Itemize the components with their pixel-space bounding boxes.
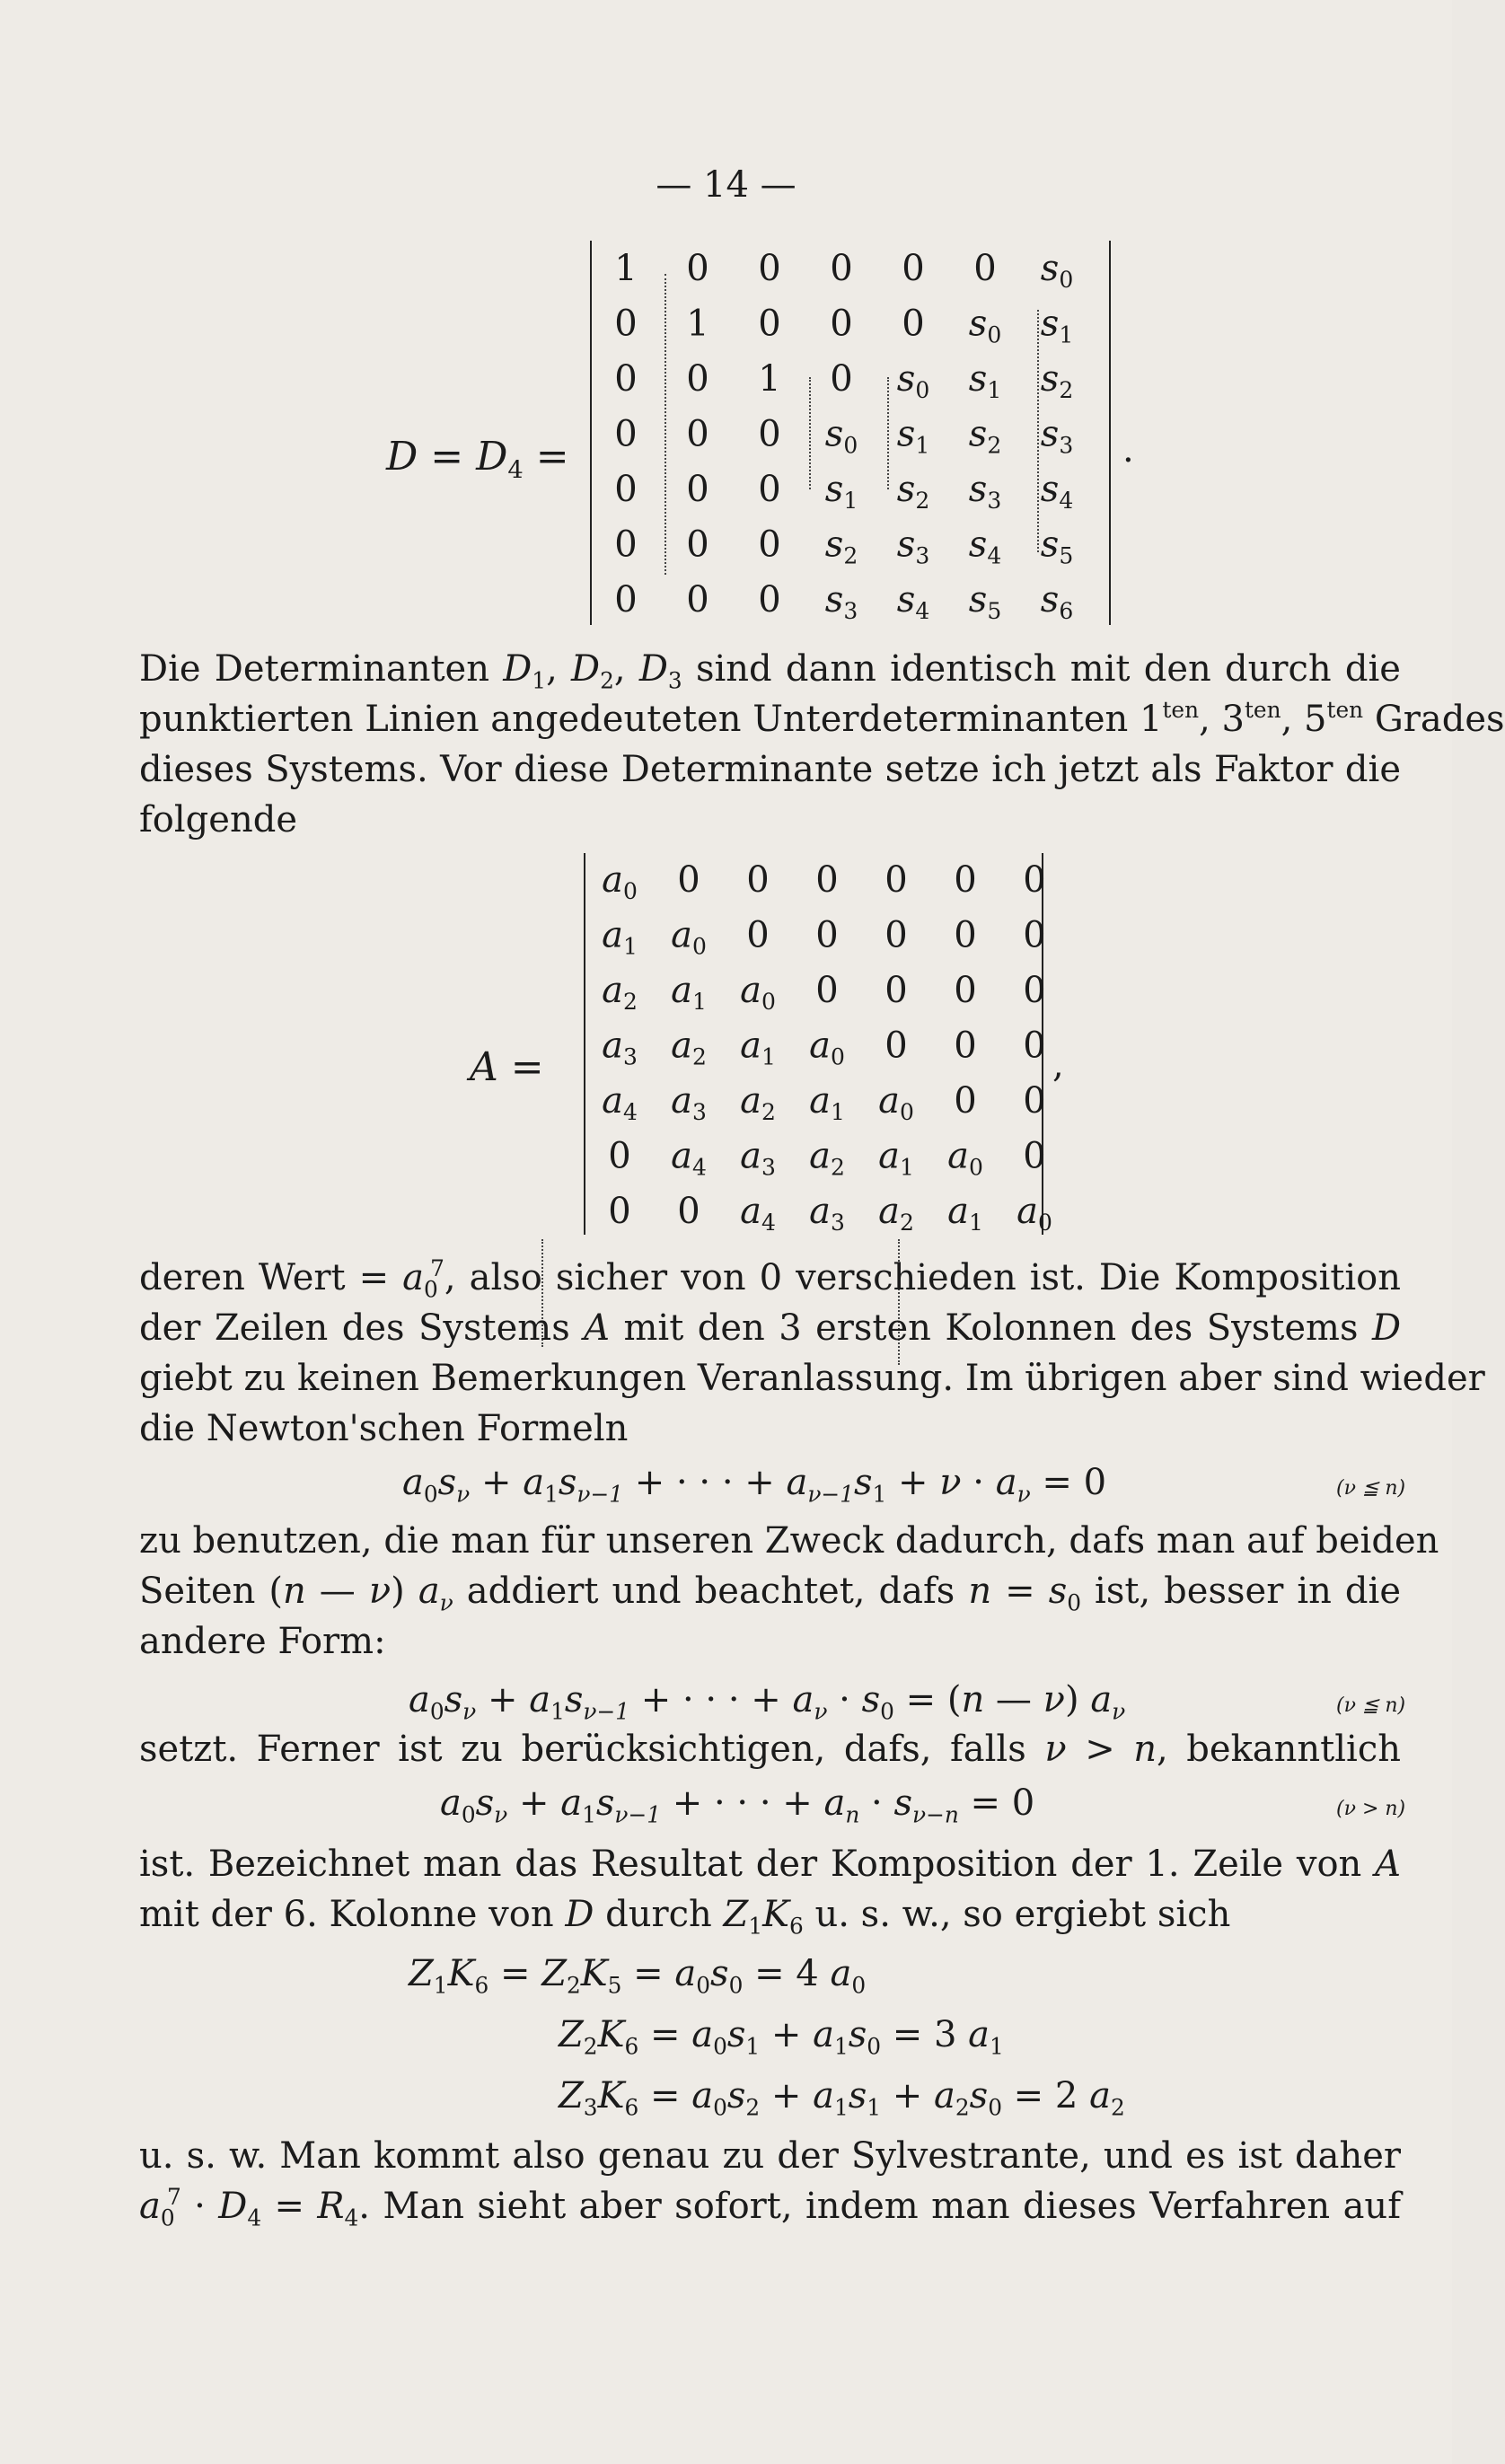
det-d-cell-r4c6: $s_4$ <box>1040 469 1074 514</box>
det-a-cell-r0c0: $a_0$ <box>602 859 638 904</box>
label-d4: D <box>476 434 508 480</box>
det-a-cell-r5c2: $a_3$ <box>740 1135 776 1181</box>
det-d-cell-r6c6: $s_6$ <box>1040 579 1074 624</box>
det-a-cell-r6c2: $a_4$ <box>740 1191 776 1236</box>
det-a-cell-r6c1: 0 <box>677 1191 700 1232</box>
formula-newton-2: $a_0s_\nu + a_1s_{\nu-1}$ + · · · + $a_\nu \cdot s_0 = (n$ — ν) $a_\nu$ <box>409 1679 1126 1725</box>
p1-line-3: dieses Systems. Vor diese Determinante setze ich jetzt als Faktor die <box>139 749 1401 790</box>
p6-line-1: u. s. w. Man kommt also genau zu der Sylvestrante, und es ist daher <box>139 2135 1401 2177</box>
p3-line-1: zu benutzen, die man für unseren Zweck dadurch, dafs man auf beiden <box>139 1520 1439 1562</box>
formula-3-condition: (ν > n) <box>1336 1798 1406 1820</box>
det-d-cell-r2c1: 0 <box>686 358 709 400</box>
label-d4-sub: 4 <box>507 456 524 485</box>
det-a-cell-r3c3: $a_0$ <box>809 1025 845 1070</box>
det-d-cell-r1c4: 0 <box>902 303 925 345</box>
det-a-cell-r6c4: $a_2$ <box>878 1191 914 1236</box>
det-d-cell-r0c3: 0 <box>830 248 853 289</box>
det-d-cell-r3c6: $s_3$ <box>1040 413 1074 459</box>
det-d-cell-r3c1: 0 <box>686 413 709 455</box>
det-a-cell-r0c1: 0 <box>677 859 700 901</box>
determinant-d-label: $D = D_4$ = <box>386 434 569 485</box>
det-a-cell-r0c4: 0 <box>885 859 908 901</box>
det-a-cell-r4c4: $a_0$ <box>878 1080 914 1125</box>
det-a-cell-r3c4: 0 <box>885 1025 908 1067</box>
det-a-cell-r6c0: 0 <box>608 1191 631 1232</box>
det-a-cell-r1c1: $a_0$ <box>671 914 707 960</box>
p2-line-4: die Newton'schen Formeln <box>139 1408 629 1449</box>
determinant-a-label: A = <box>470 1044 544 1090</box>
p1-line-2: punktierten Linien angedeuteten Unterdeterminanten $1^{ten}$, $3^{ten}$, $5^{ten}$ Grades <box>139 697 1505 740</box>
det-d-cell-r0c5: 0 <box>973 248 997 289</box>
det-d-cell-r2c2: 1 <box>758 358 781 400</box>
det-a-cell-r1c5: 0 <box>954 914 977 956</box>
p1-line-4: folgende <box>139 799 297 840</box>
det-a-cell-r6c5: $a_1$ <box>947 1191 983 1236</box>
det-d-cell-r4c3: $s_1$ <box>824 469 858 514</box>
det-a-cell-r3c1: $a_2$ <box>671 1025 707 1070</box>
det-d-cell-r1c0: 0 <box>614 303 638 345</box>
det-a-cell-r4c5: 0 <box>954 1080 977 1122</box>
det-d-cell-r5c4: $s_3$ <box>896 524 930 569</box>
det-a-cell-r5c3: $a_2$ <box>809 1135 845 1181</box>
det-d-cell-r4c4: $s_2$ <box>896 469 930 514</box>
det-a-cell-r5c5: $a_0$ <box>947 1135 983 1181</box>
det-a-cell-r5c1: $a_4$ <box>671 1135 707 1181</box>
det-d-cell-r4c0: 0 <box>614 469 638 510</box>
det-d-cell-r3c0: 0 <box>614 413 638 455</box>
equation-z2k6: $Z_2K_6 = a_0s_1 + a_1s_0 = 3$ $a_1$ <box>559 2014 1004 2060</box>
p2-line-3: giebt zu keinen Bemerkungen Veranlassung. Im übrigen aber sind wieder <box>139 1358 1485 1399</box>
det-d-cell-r4c2: 0 <box>758 469 781 510</box>
det-d-cell-r0c4: 0 <box>902 248 925 289</box>
det-a-cell-r3c6: 0 <box>1023 1025 1046 1067</box>
det-a-cell-r2c4: 0 <box>885 970 908 1011</box>
det-d-cell-r5c0: 0 <box>614 524 638 566</box>
formula-2-condition: (ν ≦ n) <box>1336 1694 1406 1717</box>
det-a-cell-r3c5: 0 <box>954 1025 977 1067</box>
det-d-cell-r6c4: $s_4$ <box>896 579 930 624</box>
det-a-cell-r4c0: $a_4$ <box>602 1080 638 1125</box>
det-d-cell-r1c2: 0 <box>758 303 781 345</box>
equation-z1k6: $Z_1K_6 = Z_2K_5 = a_0s_0 = 4$ $a_0$ <box>409 1953 867 1999</box>
det-a-cell-r4c2: $a_2$ <box>740 1080 776 1125</box>
formula-newton-3: $a_0s_\nu + a_1s_{\nu-1}$ + · · · + $a_n \cdot s_{\nu-n} = 0$ <box>440 1782 1035 1828</box>
det-d-cell-r3c3: $s_0$ <box>824 413 858 459</box>
det-a-cell-r3c2: $a_1$ <box>740 1025 776 1070</box>
det-d-cell-r1c6: $s_1$ <box>1040 303 1074 348</box>
det-d-cell-r2c5: $s_1$ <box>968 358 1002 403</box>
det-a-cell-r2c6: 0 <box>1023 970 1046 1011</box>
p2-line-1: deren Wert = $a_0^7$, also sicher von 0 verschieden ist. Die Komposition <box>139 1255 1401 1303</box>
det-d-cell-r2c6: $s_2$ <box>1040 358 1074 403</box>
det-d-cell-r0c2: 0 <box>758 248 781 289</box>
det-d-cell-r6c1: 0 <box>686 579 709 620</box>
det-d-cell-r0c6: $s_0$ <box>1040 248 1074 293</box>
p6-line-2: $a_0^7 \cdot D_4 = R_4$. Man sieht aber sofort, indem man dieses Verfahren auf <box>139 2184 1401 2231</box>
det-d-cell-r6c5: $s_5$ <box>968 579 1002 624</box>
p5-line-2: mit der 6. Kolonne von D durch $Z_1K_6$ u. s. w., so ergiebt sich <box>139 1894 1231 1940</box>
det-a-cell-r6c3: $a_3$ <box>809 1191 845 1236</box>
det-a-cell-r6c6: $a_0$ <box>1017 1191 1052 1236</box>
p2-line-2: der Zeilen des Systems A mit den 3 ersten Kolonnen des Systems D <box>139 1307 1402 1349</box>
label-d: D <box>386 434 418 480</box>
det-d-cell-r1c1: 1 <box>686 303 709 345</box>
det-d-cell-r5c3: $s_2$ <box>824 524 858 569</box>
p4-line-1: setzt. Ferner ist zu berücksichtigen, dafs, falls ν > n, bekanntlich <box>139 1729 1402 1770</box>
det-a-cell-r3c0: $a_3$ <box>602 1025 638 1070</box>
determinant-a-comma: , <box>1052 1044 1064 1086</box>
det-d-cell-r3c4: $s_1$ <box>896 413 930 459</box>
det-a-cell-r5c4: $a_1$ <box>878 1135 914 1181</box>
det-d-cell-r3c5: $s_2$ <box>968 413 1002 459</box>
det-d-cell-r5c1: 0 <box>686 524 709 566</box>
det-a-cell-r2c1: $a_1$ <box>671 970 707 1015</box>
det-d-cell-r4c5: $s_3$ <box>968 469 1002 514</box>
det-d-cell-r2c3: 0 <box>830 358 853 400</box>
formula-1-condition: (ν ≦ n) <box>1336 1477 1406 1500</box>
determinant-d-period: . <box>1122 429 1134 471</box>
p3-line-2: Seiten (n — ν) $a_\nu$ addiert und beachtet, dafs $n = s_0$ ist, besser in die <box>139 1571 1401 1616</box>
det-d-cell-r5c6: $s_5$ <box>1040 524 1074 569</box>
det-a-cell-r0c5: 0 <box>954 859 977 901</box>
det-d-cell-r5c5: $s_4$ <box>968 524 1002 569</box>
det-d-cell-r1c3: 0 <box>830 303 853 345</box>
det-d-cell-r6c0: 0 <box>614 579 638 620</box>
det-d-cell-r0c1: 0 <box>686 248 709 289</box>
det-d-cell-r2c0: 0 <box>614 358 638 400</box>
p5-line-1: ist. Bezeichnet man das Resultat der Komposition der 1. Zeile von A <box>139 1844 1401 1885</box>
det-a-cell-r5c0: 0 <box>608 1135 631 1177</box>
det-d-cell-r6c2: 0 <box>758 579 781 620</box>
det-a-cell-r1c0: $a_1$ <box>602 914 638 960</box>
p3-line-3: andere Form: <box>139 1621 386 1662</box>
det-d-cell-r5c2: 0 <box>758 524 781 566</box>
page-number: — 14 — <box>656 164 797 206</box>
det-a-cell-r1c2: 0 <box>746 914 770 956</box>
det-d-cell-r3c2: 0 <box>758 413 781 455</box>
det-a-cell-r0c6: 0 <box>1023 859 1046 901</box>
det-a-cell-r1c6: 0 <box>1023 914 1046 956</box>
det-d-cell-r0c0: 1 <box>614 248 638 289</box>
det-a-cell-r5c6: 0 <box>1023 1135 1046 1177</box>
det-a-cell-r2c2: $a_0$ <box>740 970 776 1015</box>
equation-z3k6: $Z_3K_6 = a_0s_2 + a_1s_1 + a_2s_0 = 2$ $a_2$ <box>559 2075 1125 2121</box>
det-a-cell-r4c1: $a_3$ <box>671 1080 707 1125</box>
det-a-cell-r2c3: 0 <box>815 970 839 1011</box>
det-a-cell-r4c3: $a_1$ <box>809 1080 845 1125</box>
det-d-cell-r4c1: 0 <box>686 469 709 510</box>
det-d-cell-r2c4: $s_0$ <box>896 358 930 403</box>
det-d-cell-r6c3: $s_3$ <box>824 579 858 624</box>
det-a-cell-r2c0: $a_2$ <box>602 970 638 1015</box>
det-d-cell-r1c5: $s_0$ <box>968 303 1002 348</box>
det-a-cell-r4c6: 0 <box>1023 1080 1046 1122</box>
det-a-cell-r0c3: 0 <box>815 859 839 901</box>
det-a-cell-r1c4: 0 <box>885 914 908 956</box>
p1-line-1: Die Determinanten $D_1$, $D_2$, $D_3$ sind dann identisch mit den durch die <box>139 648 1401 694</box>
formula-newton-1: $a_0s_\nu + a_1s_{\nu-1}$ + · · · + $a_{\nu-1}s_1 + \nu \cdot a_\nu = 0$ <box>402 1462 1107 1508</box>
det-a-cell-r2c5: 0 <box>954 970 977 1011</box>
det-a-cell-r1c3: 0 <box>815 914 839 956</box>
det-a-cell-r0c2: 0 <box>746 859 770 901</box>
